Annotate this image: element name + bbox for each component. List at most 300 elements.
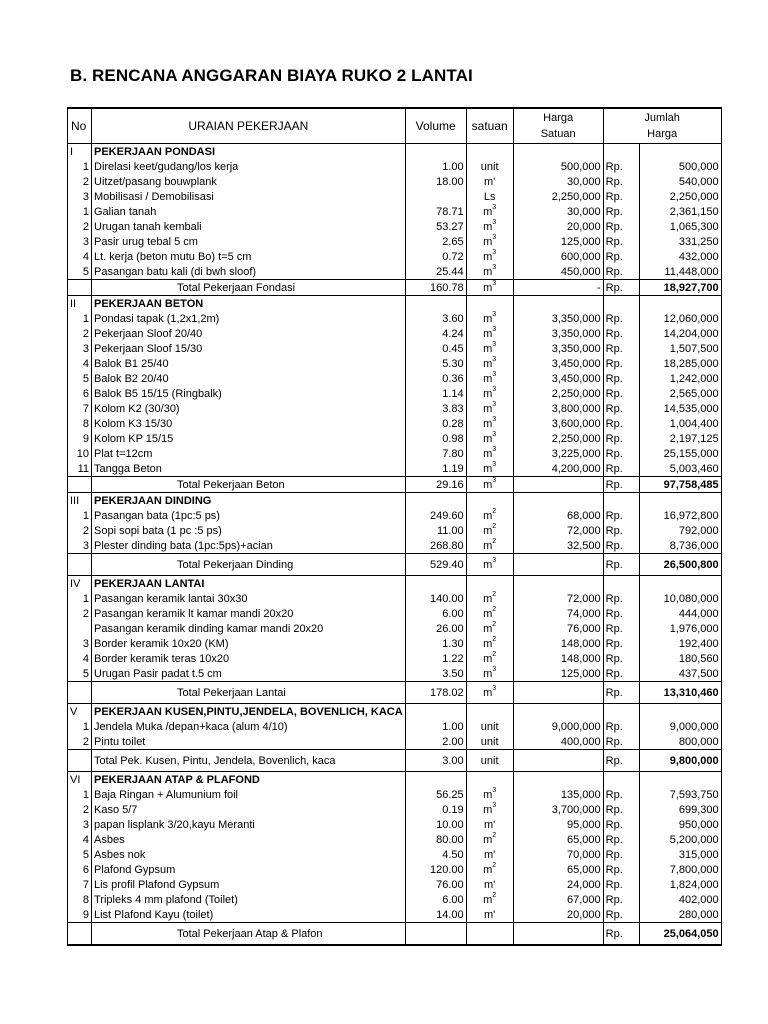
item-currency: Rp. <box>603 446 639 461</box>
section-total-label: Total Pekerjaan Fondasi <box>92 280 406 296</box>
unit-exponent: 3 <box>492 341 497 348</box>
item-number: 11 <box>68 461 92 477</box>
item-volume: 0.28 <box>405 416 466 431</box>
section-total-row <box>68 682 722 704</box>
item-description: Pintu toilet <box>92 734 406 750</box>
section-total-row <box>68 554 722 576</box>
section-title: PEKERJAAN PONDASI <box>92 144 406 160</box>
item-description: Tangga Beton <box>92 461 406 477</box>
item-volume: 3.50 <box>405 666 466 682</box>
header-jumlah-line2: Harga <box>647 128 678 140</box>
item-currency: Rp. <box>603 734 639 750</box>
unit-exponent: 2 <box>492 621 497 628</box>
table-row <box>68 386 722 401</box>
item-currency: Rp. <box>603 311 639 326</box>
item-volume: 80.00 <box>405 832 466 847</box>
item-description: Balok B5 15/15 (Ringbalk) <box>92 386 406 401</box>
item-number: 9 <box>68 907 92 923</box>
item-unit-price: 2,250,000 <box>513 431 603 446</box>
item-volume: 0.72 <box>405 249 466 264</box>
section-roman: I <box>68 144 92 160</box>
section-total-unit <box>466 477 513 493</box>
section-total-volume: 29.16 <box>405 477 466 493</box>
item-number: 4 <box>68 651 92 666</box>
item-currency: Rp. <box>603 538 639 554</box>
item-volume: 76.00 <box>405 877 466 892</box>
item-number: 2 <box>68 326 92 341</box>
section-total-label: Total Pekerjaan Lantai <box>92 682 406 704</box>
item-unit-price: 4,200,000 <box>513 461 603 477</box>
empty-cell <box>466 144 513 160</box>
item-unit <box>466 219 513 234</box>
item-description: Pasangan keramik lantai 30x30 <box>92 591 406 606</box>
section-total-amount: 26,500,800 <box>639 554 721 576</box>
unit-exponent: 2 <box>492 636 497 643</box>
table-header-row <box>68 108 722 144</box>
item-description: Pondasi tapak (1,2x1,2m) <box>92 311 406 326</box>
unit-text: m <box>483 788 493 801</box>
section-total-unit <box>466 554 513 576</box>
header-harga-satuan <box>513 108 603 144</box>
item-currency: Rp. <box>603 204 639 219</box>
item-number: 5 <box>68 666 92 682</box>
item-unit <box>466 234 513 249</box>
item-currency: Rp. <box>603 523 639 538</box>
header-volume: Volume <box>405 108 466 144</box>
item-currency: Rp. <box>603 621 639 636</box>
unit-exponent: 3 <box>492 204 497 211</box>
item-currency: Rp. <box>603 416 639 431</box>
unit-exponent: 2 <box>492 892 497 899</box>
item-unit-price: 9,000,000 <box>513 719 603 734</box>
item-volume: 56.25 <box>405 787 466 802</box>
section-total-currency: Rp. <box>603 750 639 772</box>
item-total: 9,000,000 <box>639 719 721 734</box>
unit-text: m <box>483 417 493 430</box>
item-currency: Rp. <box>603 401 639 416</box>
section-total-volume: 529.40 <box>405 554 466 576</box>
unit-exponent: 3 <box>492 666 497 673</box>
table-row <box>68 326 722 341</box>
item-number: 1 <box>68 719 92 734</box>
item-volume: 53.27 <box>405 219 466 234</box>
unit-exponent: 2 <box>492 832 497 839</box>
item-total: 5,200,000 <box>639 832 721 847</box>
unit-text: m <box>483 250 493 263</box>
item-total: 699,300 <box>639 802 721 817</box>
item-unit <box>466 326 513 341</box>
item-description: Pasangan keramik lt kamar mandi 20x20 <box>92 606 406 621</box>
item-unit <box>466 416 513 431</box>
item-unit <box>466 523 513 538</box>
section-total-price: - <box>513 280 603 296</box>
item-unit <box>466 787 513 802</box>
section-roman: VI <box>68 772 92 788</box>
item-description: Galian tanah <box>92 204 406 219</box>
unit-text: m <box>483 220 493 233</box>
table-row <box>68 189 722 204</box>
item-total: 1,004,400 <box>639 416 721 431</box>
item-unit <box>466 249 513 264</box>
table-row <box>68 636 722 651</box>
item-volume: 6.00 <box>405 892 466 907</box>
unit-exponent: 3 <box>492 684 497 692</box>
item-total: 10,080,000 <box>639 591 721 606</box>
item-number: 2 <box>68 219 92 234</box>
unit-text: m <box>483 478 493 491</box>
item-number: 1 <box>68 311 92 326</box>
item-unit <box>466 719 513 734</box>
item-unit-price: 125,000 <box>513 234 603 249</box>
item-total: 25,155,000 <box>639 446 721 461</box>
item-total: 1,242,000 <box>639 371 721 386</box>
empty-cell <box>466 772 513 788</box>
unit-exponent: 3 <box>492 431 497 438</box>
table-row <box>68 249 722 264</box>
item-number: 7 <box>68 877 92 892</box>
item-description: Kolom K3 15/30 <box>92 416 406 431</box>
item-description: Mobilisasi / Demobilisasi <box>92 189 406 204</box>
unit-text: m <box>483 607 493 620</box>
item-unit-price: 600,000 <box>513 249 603 264</box>
item-unit <box>466 538 513 554</box>
item-volume: 1.14 <box>405 386 466 401</box>
item-total: 192,400 <box>639 636 721 651</box>
empty-cell <box>68 682 92 704</box>
unit-text: m <box>483 281 493 294</box>
table-row <box>68 341 722 356</box>
item-unit-price: 95,000 <box>513 817 603 832</box>
item-number: 3 <box>68 189 92 204</box>
unit-exponent: 3 <box>492 386 497 393</box>
unit-text: m' <box>484 848 496 861</box>
item-volume: 2.65 <box>405 234 466 249</box>
table-row <box>68 862 722 877</box>
item-unit <box>466 847 513 862</box>
item-description: Urugan Pasir padat t.5 cm <box>92 666 406 682</box>
item-total: 950,000 <box>639 817 721 832</box>
item-total: 1,976,000 <box>639 621 721 636</box>
empty-cell <box>405 576 466 592</box>
unit-exponent: 3 <box>492 401 497 408</box>
table-row <box>68 264 722 280</box>
table-row <box>68 892 722 907</box>
item-currency: Rp. <box>603 371 639 386</box>
item-number: 1 <box>68 508 92 523</box>
item-volume: 18.00 <box>405 174 466 189</box>
item-unit <box>466 174 513 189</box>
unit-exponent: 3 <box>492 219 497 226</box>
section-total-amount: 18,927,700 <box>639 280 721 296</box>
section-total-volume: 160.78 <box>405 280 466 296</box>
unit-exponent: 2 <box>492 591 497 598</box>
item-unit-price: 72,000 <box>513 591 603 606</box>
empty-cell <box>405 144 466 160</box>
item-currency: Rp. <box>603 249 639 264</box>
item-description: Tripleks 4 mm plafond (Toilet) <box>92 892 406 907</box>
item-unit <box>466 636 513 651</box>
empty-cell <box>68 923 92 946</box>
item-volume: 11.00 <box>405 523 466 538</box>
item-unit-price: 3,350,000 <box>513 311 603 326</box>
unit-text: m' <box>484 908 496 921</box>
item-number: 2 <box>68 734 92 750</box>
item-number: 3 <box>68 341 92 356</box>
item-unit-price: 72,000 <box>513 523 603 538</box>
section-total-price <box>513 554 603 576</box>
item-unit <box>466 862 513 877</box>
section-total-currency: Rp. <box>603 554 639 576</box>
item-currency: Rp. <box>603 636 639 651</box>
section-total-price <box>513 750 603 772</box>
item-volume: 0.19 <box>405 802 466 817</box>
table-row <box>68 508 722 523</box>
item-number: 5 <box>68 264 92 280</box>
item-currency: Rp. <box>603 719 639 734</box>
item-currency: Rp. <box>603 219 639 234</box>
item-volume: 7.80 <box>405 446 466 461</box>
unit-text: m <box>483 447 493 460</box>
section-total-amount: 97,758,485 <box>639 477 721 493</box>
empty-cell <box>68 554 92 576</box>
unit-text: m <box>483 833 493 846</box>
section-row <box>68 704 722 720</box>
section-row <box>68 772 722 788</box>
empty-cell <box>405 704 466 720</box>
item-currency: Rp. <box>603 892 639 907</box>
item-unit <box>466 401 513 416</box>
header-jumlah-harga <box>603 108 721 144</box>
empty-cell <box>405 493 466 509</box>
item-volume: 1.22 <box>405 651 466 666</box>
empty-cell <box>639 144 721 160</box>
header-uraian: URAIAN PEKERJAAN <box>92 108 406 144</box>
unit-text: unit <box>480 720 499 733</box>
table-row <box>68 174 722 189</box>
table-row <box>68 666 722 682</box>
item-currency: Rp. <box>603 461 639 477</box>
empty-cell <box>603 296 639 312</box>
item-unit-price: 450,000 <box>513 264 603 280</box>
item-number: 10 <box>68 446 92 461</box>
unit-exponent: 3 <box>492 416 497 423</box>
item-unit <box>466 204 513 219</box>
item-unit <box>466 341 513 356</box>
item-volume: 2.00 <box>405 734 466 750</box>
section-row <box>68 576 722 592</box>
item-unit <box>466 734 513 750</box>
item-unit-price: 30,000 <box>513 174 603 189</box>
item-description: Direlasi keet/gudang/los kerja <box>92 159 406 174</box>
empty-cell <box>513 493 603 509</box>
table-row <box>68 621 722 636</box>
item-volume: 14.00 <box>405 907 466 923</box>
item-unit-price: 2,250,000 <box>513 189 603 204</box>
empty-cell <box>603 576 639 592</box>
item-unit-price: 500,000 <box>513 159 603 174</box>
item-volume: 1.30 <box>405 636 466 651</box>
item-currency: Rp. <box>603 817 639 832</box>
unit-text: unit <box>480 160 499 173</box>
section-total-label: Total Pekerjaan Atap & Plafon <box>92 923 406 946</box>
unit-exponent: 2 <box>492 523 497 530</box>
item-total: 2,197,125 <box>639 431 721 446</box>
item-currency: Rp. <box>603 508 639 523</box>
unit-text: m <box>483 622 493 635</box>
unit-text: m' <box>484 878 496 891</box>
item-total: 800,000 <box>639 734 721 750</box>
item-description: Pasir urug tebal 5 cm <box>92 234 406 249</box>
item-description: Pekerjaan Sloof 15/30 <box>92 341 406 356</box>
empty-cell <box>639 493 721 509</box>
section-total-volume <box>405 923 466 946</box>
item-unit-price: 3,800,000 <box>513 401 603 416</box>
section-roman: III <box>68 493 92 509</box>
item-number: 3 <box>68 538 92 554</box>
item-description: Kaso 5/7 <box>92 802 406 817</box>
unit-exponent: 3 <box>492 446 497 453</box>
table-row <box>68 538 722 554</box>
unit-text: m' <box>484 818 496 831</box>
item-number: 5 <box>68 847 92 862</box>
item-total: 315,000 <box>639 847 721 862</box>
item-number: 2 <box>68 174 92 189</box>
item-description: Jendela Muka /depan+kaca (alum 4/10) <box>92 719 406 734</box>
unit-text: m <box>483 686 493 699</box>
item-description: Lt. kerja (beton mutu Bo) t=5 cm <box>92 249 406 264</box>
unit-exponent: 3 <box>492 556 497 564</box>
item-currency: Rp. <box>603 666 639 682</box>
item-number: 8 <box>68 416 92 431</box>
item-unit-price: 74,000 <box>513 606 603 621</box>
unit-exponent: 2 <box>492 862 497 869</box>
item-description: Kolom K2 (30/30) <box>92 401 406 416</box>
item-total: 12,060,000 <box>639 311 721 326</box>
item-volume: 3.83 <box>405 401 466 416</box>
item-number: 2 <box>68 523 92 538</box>
item-total: 7,593,750 <box>639 787 721 802</box>
empty-cell <box>639 296 721 312</box>
unit-exponent: 2 <box>492 651 497 658</box>
item-volume: 0.36 <box>405 371 466 386</box>
item-total: 7,800,000 <box>639 862 721 877</box>
item-unit-price: 70,000 <box>513 847 603 862</box>
item-description: Kolom KP 15/15 <box>92 431 406 446</box>
unit-text: unit <box>480 754 499 767</box>
table-row <box>68 734 722 750</box>
item-unit <box>466 446 513 461</box>
unit-text: m <box>483 667 493 680</box>
document-title: B. RENCANA ANGGARAN BIAYA RUKO 2 LANTAI <box>70 66 473 85</box>
item-currency: Rp. <box>603 802 639 817</box>
table-row <box>68 219 722 234</box>
item-currency: Rp. <box>603 159 639 174</box>
item-description: Urugan tanah kembali <box>92 219 406 234</box>
item-volume: 10.00 <box>405 817 466 832</box>
unit-text: m <box>483 265 493 278</box>
item-total: 2,361,150 <box>639 204 721 219</box>
item-description: Sopi sopi bata (1 pc :5 ps) <box>92 523 406 538</box>
item-number: 4 <box>68 356 92 371</box>
item-unit-price: 67,000 <box>513 892 603 907</box>
item-description: List Plafond Kayu (toilet) <box>92 907 406 923</box>
section-total-row <box>68 923 722 946</box>
item-unit-price: 3,450,000 <box>513 356 603 371</box>
item-total: 5,003,460 <box>639 461 721 477</box>
table-row <box>68 234 722 249</box>
item-number: 6 <box>68 862 92 877</box>
item-unit-price: 65,000 <box>513 832 603 847</box>
item-unit <box>466 508 513 523</box>
section-total-unit <box>466 682 513 704</box>
header-satuan: satuan <box>466 108 513 144</box>
item-description: Plester dinding bata (1pc:5ps)+acian <box>92 538 406 554</box>
item-total: 432,000 <box>639 249 721 264</box>
table-row <box>68 719 722 734</box>
unit-exponent: 3 <box>492 234 497 241</box>
item-number: 9 <box>68 431 92 446</box>
empty-cell <box>639 704 721 720</box>
item-unit-price: 76,000 <box>513 621 603 636</box>
item-volume: 1.00 <box>405 719 466 734</box>
table-row <box>68 847 722 862</box>
section-title: PEKERJAAN KUSEN,PINTU,JENDELA, BOVENLICH, KACA <box>92 704 406 720</box>
item-description: Pasangan bata (1pc:5 ps) <box>92 508 406 523</box>
item-total: 437,500 <box>639 666 721 682</box>
section-total-label: Total Pekerjaan Beton <box>92 477 406 493</box>
item-number: 8 <box>68 892 92 907</box>
item-volume <box>405 189 466 204</box>
unit-text: m <box>483 402 493 415</box>
item-description: Asbes nok <box>92 847 406 862</box>
item-unit-price: 400,000 <box>513 734 603 750</box>
item-description: Balok B2 20/40 <box>92 371 406 386</box>
table-row <box>68 651 722 666</box>
item-total: 14,535,000 <box>639 401 721 416</box>
item-total: 18,285,000 <box>639 356 721 371</box>
unit-exponent: 3 <box>492 264 497 271</box>
item-volume: 120.00 <box>405 862 466 877</box>
item-total: 331,250 <box>639 234 721 249</box>
item-number: 2 <box>68 802 92 817</box>
item-volume: 6.00 <box>405 606 466 621</box>
empty-cell <box>603 704 639 720</box>
unit-text: Ls <box>483 190 496 203</box>
item-number: 5 <box>68 371 92 386</box>
item-total: 402,000 <box>639 892 721 907</box>
table-row <box>68 832 722 847</box>
empty-cell <box>466 576 513 592</box>
unit-text: m <box>483 432 493 445</box>
item-total: 444,000 <box>639 606 721 621</box>
table-row <box>68 817 722 832</box>
table-row <box>68 802 722 817</box>
unit-exponent: 3 <box>492 476 497 484</box>
table-row <box>68 311 722 326</box>
item-unit <box>466 651 513 666</box>
item-unit <box>466 817 513 832</box>
item-unit-price: 3,450,000 <box>513 371 603 386</box>
item-number: 3 <box>68 817 92 832</box>
item-unit-price: 24,000 <box>513 877 603 892</box>
item-description: Pasangan batu kali (di bwh sloof) <box>92 264 406 280</box>
empty-cell <box>513 576 603 592</box>
section-total-row <box>68 750 722 772</box>
item-volume: 1.19 <box>405 461 466 477</box>
table-row <box>68 401 722 416</box>
unit-text: m <box>483 803 493 816</box>
item-currency: Rp. <box>603 189 639 204</box>
